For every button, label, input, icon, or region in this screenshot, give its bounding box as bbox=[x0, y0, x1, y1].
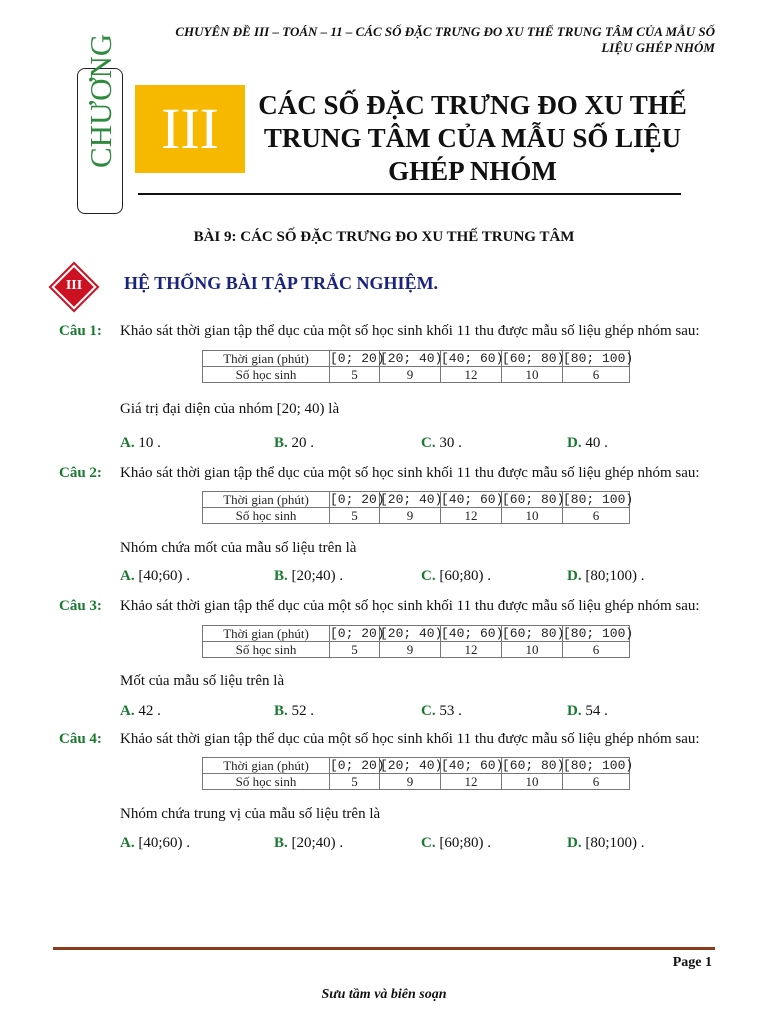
question-3-option-a[interactable]: A. 42 . bbox=[120, 703, 161, 719]
table-cell: 9 bbox=[380, 774, 441, 790]
table-cell: 12 bbox=[441, 774, 502, 790]
table-cell: [20; 40) bbox=[380, 351, 443, 366]
table-cell: [40; 60) bbox=[441, 351, 504, 366]
question-1-option-d[interactable]: D. 40 . bbox=[567, 435, 608, 451]
question-4-option-d[interactable]: D. [80;100) . bbox=[567, 835, 645, 851]
question-3-label: Câu 3: bbox=[59, 598, 102, 614]
running-header-line2: LIỆU GHÉP NHÓM bbox=[601, 40, 715, 55]
section-badge-label: III bbox=[65, 278, 83, 293]
question-1-option-a[interactable]: A. 10 . bbox=[120, 435, 161, 451]
table-cell: 9 bbox=[380, 642, 441, 658]
table-cell: [40; 60) bbox=[441, 626, 504, 641]
table-header-row bbox=[203, 351, 630, 367]
page-number: Page 1 bbox=[672, 955, 712, 970]
question-2-option-c[interactable]: C. [60;80) . bbox=[421, 568, 492, 584]
table-cell: [80; 100) bbox=[563, 351, 634, 366]
table-cell: [80; 100) bbox=[563, 492, 634, 507]
table-cell: [20; 40) bbox=[380, 758, 443, 773]
chapter-title-line2: TRUNG TÂM CỦA MẪU SỐ LIỆU bbox=[263, 123, 682, 153]
table-cell: 10 bbox=[502, 508, 563, 524]
question-3-option-d[interactable]: D. 54 . bbox=[567, 703, 608, 719]
question-2-option-d[interactable]: D. [80;100) . bbox=[567, 568, 645, 584]
table-cell: 5 bbox=[330, 508, 380, 524]
table-cell: 6 bbox=[563, 367, 630, 383]
table-cell: [0; 20) bbox=[330, 492, 385, 507]
table-header-row bbox=[203, 758, 630, 774]
question-3-text: Khảo sát thời gian tập thể dục của một số học sinh khối 11 thu được mẫu số liệu ghép nhóm sau: bbox=[120, 598, 700, 614]
table-cell: Thời gian (phút) bbox=[203, 351, 330, 367]
question-1-label: Câu 1: bbox=[59, 323, 102, 339]
table-cell: [60; 80) bbox=[502, 626, 565, 641]
question-2-text: Khảo sát thời gian tập thể dục của một số học sinh khối 11 thu được mẫu số liệu ghép nhóm sau: bbox=[120, 465, 700, 481]
question-4-prompt: Nhóm chứa trung vị của mẫu số liệu trên là bbox=[120, 806, 381, 822]
chapter-title-line1: CÁC SỐ ĐẶC TRƯNG ĐO XU THẾ bbox=[258, 90, 687, 120]
running-header-line1: CHUYÊN ĐỀ III – TOÁN – 11 – CÁC SỐ ĐẶC TRƯNG ĐO XU THẾ TRUNG TÂM CỦA MẪU SỐ bbox=[175, 24, 715, 39]
table-cell: [20; 40) bbox=[380, 626, 443, 641]
question-4-text: Khảo sát thời gian tập thể dục của một số học sinh khối 11 thu được mẫu số liệu ghép nhóm sau: bbox=[120, 731, 700, 747]
table-row bbox=[203, 367, 630, 383]
table-cell: [60; 80) bbox=[502, 492, 565, 507]
question-4-option-c[interactable]: C. [60;80) . bbox=[421, 835, 492, 851]
question-3-option-b[interactable]: B. 52 . bbox=[274, 703, 315, 719]
table-cell: 10 bbox=[502, 642, 563, 658]
table-cell: [0; 20) bbox=[330, 351, 385, 366]
table-cell: [80; 100) bbox=[563, 758, 634, 773]
question-4-option-b[interactable]: B. [20;40) . bbox=[274, 835, 344, 851]
question-2-label: Câu 2: bbox=[59, 465, 102, 481]
table-cell: [0; 20) bbox=[330, 758, 385, 773]
question-3-option-c[interactable]: C. 53 . bbox=[421, 703, 462, 719]
table-cell: Số học sinh bbox=[203, 508, 330, 524]
table-cell: [40; 60) bbox=[441, 758, 504, 773]
question-2-data-table bbox=[202, 491, 634, 524]
table-cell: 10 bbox=[502, 774, 563, 790]
table-cell: 12 bbox=[441, 508, 502, 524]
question-4-label: Câu 4: bbox=[59, 731, 102, 747]
question-4-data-table bbox=[202, 757, 634, 790]
table-row bbox=[203, 774, 630, 790]
question-3-prompt: Mốt của mẫu số liệu trên là bbox=[120, 673, 285, 689]
chapter-word: CHƯƠNG bbox=[83, 33, 118, 168]
table-cell: 12 bbox=[441, 642, 502, 658]
table-cell: [80; 100) bbox=[563, 626, 634, 641]
question-2-option-b[interactable]: B. [20;40) . bbox=[274, 568, 344, 584]
table-cell: Thời gian (phút) bbox=[203, 492, 330, 508]
table-cell: Số học sinh bbox=[203, 367, 330, 383]
table-cell: [40; 60) bbox=[441, 492, 504, 507]
table-header-row bbox=[203, 492, 630, 508]
table-row bbox=[203, 642, 630, 658]
question-2-prompt: Nhóm chứa mốt của mẫu số liệu trên là bbox=[120, 540, 357, 556]
table-cell: 12 bbox=[441, 367, 502, 383]
chapter-number: III bbox=[135, 85, 245, 173]
table-cell: Thời gian (phút) bbox=[203, 626, 330, 642]
footer-divider bbox=[53, 947, 715, 950]
lesson-title: BÀI 9: CÁC SỐ ĐẶC TRƯNG ĐO XU THẾ TRUNG TÂM bbox=[193, 229, 575, 245]
question-2-option-a[interactable]: A. [40;60) . bbox=[120, 568, 191, 584]
question-3-data-table bbox=[202, 625, 634, 658]
table-cell: 6 bbox=[563, 508, 630, 524]
table-header-row bbox=[203, 626, 630, 642]
table-cell: [0; 20) bbox=[330, 626, 385, 641]
table-cell: 6 bbox=[563, 642, 630, 658]
question-1-text: Khảo sát thời gian tập thể dục của một số học sinh khối 11 thu được mẫu số liệu ghép nhóm sau: bbox=[120, 323, 700, 339]
question-1-option-c[interactable]: C. 30 . bbox=[421, 435, 462, 451]
table-cell: 9 bbox=[380, 367, 441, 383]
table-cell: [20; 40) bbox=[380, 492, 443, 507]
question-1-data-table bbox=[202, 350, 634, 383]
section-title: HỆ THỐNG BÀI TẬP TRẮC NGHIỆM. bbox=[124, 273, 439, 293]
footer-credit: Sưu tầm và biên soạn bbox=[321, 987, 447, 1002]
table-cell: Số học sinh bbox=[203, 642, 330, 658]
table-cell: [60; 80) bbox=[502, 758, 565, 773]
table-cell: 5 bbox=[330, 774, 380, 790]
table-cell: 5 bbox=[330, 642, 380, 658]
title-divider bbox=[138, 193, 681, 195]
table-cell: Số học sinh bbox=[203, 774, 330, 790]
table-row bbox=[203, 508, 630, 524]
table-cell: 10 bbox=[502, 367, 563, 383]
table-cell: 5 bbox=[330, 367, 380, 383]
chapter-title-line3: GHÉP NHÓM bbox=[388, 156, 557, 186]
table-cell: 9 bbox=[380, 508, 441, 524]
table-cell: [60; 80) bbox=[502, 351, 565, 366]
question-1-option-b[interactable]: B. 20 . bbox=[274, 435, 315, 451]
question-1-prompt: Giá trị đại diện của nhóm [20; 40) là bbox=[120, 401, 340, 417]
table-cell: 6 bbox=[563, 774, 630, 790]
question-4-option-a[interactable]: A. [40;60) . bbox=[120, 835, 191, 851]
table-cell: Thời gian (phút) bbox=[203, 758, 330, 774]
